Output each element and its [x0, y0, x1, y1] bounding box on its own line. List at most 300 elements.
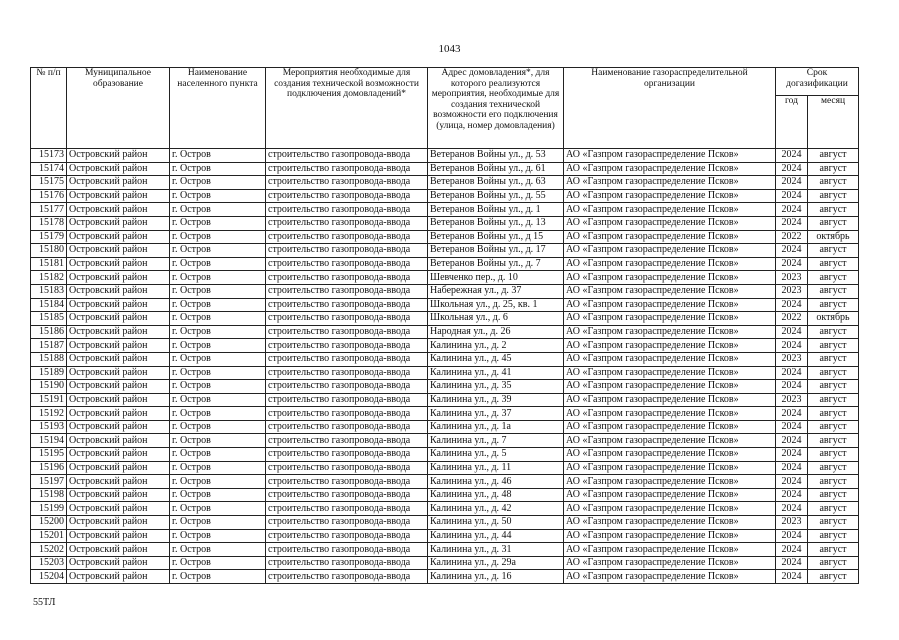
cell-number: 15176: [31, 189, 67, 203]
cell-number: 15194: [31, 434, 67, 448]
cell-address: Ветеранов Войны ул., д. 61: [428, 162, 564, 176]
cell-address: Калинина ул., д. 37: [428, 407, 564, 421]
cell-municipality: Островский район: [67, 298, 170, 312]
cell-number: 15204: [31, 570, 67, 584]
cell-settlement: г. Остров: [170, 570, 266, 584]
cell-year: 2024: [776, 380, 808, 394]
cell-number: 15200: [31, 516, 67, 530]
cell-measure: строительство газопровода-ввода: [266, 149, 428, 163]
cell-municipality: Островский район: [67, 407, 170, 421]
cell-address: Калинина ул., д. 41: [428, 366, 564, 380]
cell-month: август: [808, 257, 859, 271]
cell-year: 2024: [776, 488, 808, 502]
cell-measure: строительство газопровода-ввода: [266, 189, 428, 203]
cell-municipality: Островский район: [67, 352, 170, 366]
cell-organization: АО «Газпром газораспределение Псков»: [564, 556, 776, 570]
cell-address: Калинина ул., д. 44: [428, 529, 564, 543]
cell-month: август: [808, 352, 859, 366]
cell-organization: АО «Газпром газораспределение Псков»: [564, 325, 776, 339]
footer-code: 55ТЛ: [33, 597, 56, 608]
cell-municipality: Островский район: [67, 420, 170, 434]
cell-organization: АО «Газпром газораспределение Псков»: [564, 176, 776, 190]
cell-month: август: [808, 325, 859, 339]
cell-month: август: [808, 203, 859, 217]
cell-organization: АО «Газпром газораспределение Псков»: [564, 570, 776, 584]
cell-municipality: Островский район: [67, 244, 170, 258]
cell-address: Ветеранов Войны ул., д. 1: [428, 203, 564, 217]
cell-year: 2023: [776, 516, 808, 530]
cell-settlement: г. Остров: [170, 352, 266, 366]
cell-measure: строительство газопровода-ввода: [266, 502, 428, 516]
cell-month: август: [808, 176, 859, 190]
cell-settlement: г. Остров: [170, 203, 266, 217]
cell-year: 2024: [776, 216, 808, 230]
table-row: [31, 407, 859, 421]
cell-organization: АО «Газпром газораспределение Псков»: [564, 216, 776, 230]
cell-number: 15189: [31, 366, 67, 380]
cell-year: 2024: [776, 189, 808, 203]
cell-settlement: г. Остров: [170, 448, 266, 462]
cell-address: Калинина ул., д. 31: [428, 543, 564, 557]
cell-month: август: [808, 556, 859, 570]
cell-measure: строительство газопровода-ввода: [266, 420, 428, 434]
cell-year: 2024: [776, 257, 808, 271]
cell-month: август: [808, 189, 859, 203]
table-row: [31, 461, 859, 475]
cell-organization: АО «Газпром газораспределение Псков»: [564, 488, 776, 502]
cell-month: август: [808, 149, 859, 163]
cell-municipality: Островский район: [67, 393, 170, 407]
cell-year: 2023: [776, 271, 808, 285]
cell-address: Калинина ул., д. 39: [428, 393, 564, 407]
cell-municipality: Островский район: [67, 149, 170, 163]
table-row: [31, 475, 859, 489]
cell-number: 15181: [31, 257, 67, 271]
cell-month: август: [808, 407, 859, 421]
table-row: [31, 556, 859, 570]
cell-organization: АО «Газпром газораспределение Псков»: [564, 393, 776, 407]
cell-settlement: г. Остров: [170, 366, 266, 380]
cell-number: 15185: [31, 312, 67, 326]
cell-address: Калинина ул., д. 50: [428, 516, 564, 530]
cell-month: август: [808, 488, 859, 502]
cell-month: август: [808, 393, 859, 407]
cell-settlement: г. Остров: [170, 380, 266, 394]
cell-number: 15187: [31, 339, 67, 353]
cell-address: Школьная ул., д. 6: [428, 312, 564, 326]
cell-measure: строительство газопровода-ввода: [266, 298, 428, 312]
cell-measure: строительство газопровода-ввода: [266, 230, 428, 244]
cell-organization: АО «Газпром газораспределение Псков»: [564, 312, 776, 326]
cell-month: август: [808, 420, 859, 434]
cell-organization: АО «Газпром газораспределение Псков»: [564, 189, 776, 203]
cell-measure: строительство газопровода-ввода: [266, 257, 428, 271]
cell-organization: АО «Газпром газораспределение Псков»: [564, 475, 776, 489]
table-row: [31, 448, 859, 462]
table-row: [31, 312, 859, 326]
cell-month: август: [808, 380, 859, 394]
cell-month: август: [808, 216, 859, 230]
cell-month: август: [808, 475, 859, 489]
cell-municipality: Островский район: [67, 162, 170, 176]
header-month: месяц: [808, 96, 859, 149]
cell-month: август: [808, 543, 859, 557]
table-row: [31, 230, 859, 244]
cell-organization: АО «Газпром газораспределение Псков»: [564, 352, 776, 366]
cell-municipality: Островский район: [67, 366, 170, 380]
cell-measure: строительство газопровода-ввода: [266, 271, 428, 285]
cell-number: 15190: [31, 380, 67, 394]
cell-settlement: г. Остров: [170, 216, 266, 230]
cell-municipality: Островский район: [67, 448, 170, 462]
cell-year: 2023: [776, 393, 808, 407]
cell-number: 15183: [31, 284, 67, 298]
cell-year: 2024: [776, 366, 808, 380]
cell-month: август: [808, 284, 859, 298]
cell-municipality: Островский район: [67, 339, 170, 353]
cell-organization: АО «Газпром газораспределение Псков»: [564, 543, 776, 557]
cell-municipality: Островский район: [67, 502, 170, 516]
cell-municipality: Островский район: [67, 543, 170, 557]
table-row: [31, 271, 859, 285]
cell-number: 15203: [31, 556, 67, 570]
cell-month: август: [808, 448, 859, 462]
cell-municipality: Островский район: [67, 203, 170, 217]
header-measures: Мероприятия необходимые для создания технической возможности подключения домовладений*: [266, 68, 428, 149]
cell-month: август: [808, 529, 859, 543]
cell-organization: АО «Газпром газораспределение Псков»: [564, 380, 776, 394]
cell-measure: строительство газопровода-ввода: [266, 244, 428, 258]
cell-year: 2024: [776, 325, 808, 339]
cell-municipality: Островский район: [67, 380, 170, 394]
cell-month: октябрь: [808, 230, 859, 244]
cell-settlement: г. Остров: [170, 284, 266, 298]
cell-year: 2024: [776, 556, 808, 570]
cell-settlement: г. Остров: [170, 556, 266, 570]
header-address: Адрес домовладения*, для которого реализуются мероприятия, необходимые для создания технической возможности его подключения (улица, номер домовладения): [428, 68, 564, 149]
cell-measure: строительство газопровода-ввода: [266, 176, 428, 190]
cell-month: август: [808, 366, 859, 380]
cell-address: Ветеранов Войны ул., д. 63: [428, 176, 564, 190]
cell-organization: АО «Газпром газораспределение Псков»: [564, 529, 776, 543]
cell-organization: АО «Газпром газораспределение Псков»: [564, 407, 776, 421]
cell-address: Калинина ул., д. 16: [428, 570, 564, 584]
cell-organization: АО «Газпром газораспределение Псков»: [564, 448, 776, 462]
cell-address: Ветеранов Войны ул., д. 7: [428, 257, 564, 271]
cell-organization: АО «Газпром газораспределение Псков»: [564, 162, 776, 176]
cell-address: Ветеранов Войны ул., д. 13: [428, 216, 564, 230]
cell-address: Школьная ул., д. 25, кв. 1: [428, 298, 564, 312]
cell-settlement: г. Остров: [170, 257, 266, 271]
cell-organization: АО «Газпром газораспределение Псков»: [564, 203, 776, 217]
cell-number: 15174: [31, 162, 67, 176]
cell-address: Калинина ул., д. 2: [428, 339, 564, 353]
cell-measure: строительство газопровода-ввода: [266, 393, 428, 407]
cell-year: 2023: [776, 284, 808, 298]
cell-number: 15201: [31, 529, 67, 543]
cell-settlement: г. Остров: [170, 475, 266, 489]
header-year: год: [776, 96, 808, 149]
table-row: [31, 380, 859, 394]
cell-organization: АО «Газпром газораспределение Псков»: [564, 434, 776, 448]
cell-month: август: [808, 244, 859, 258]
cell-number: 15186: [31, 325, 67, 339]
cell-number: 15178: [31, 216, 67, 230]
cell-number: 15193: [31, 420, 67, 434]
cell-measure: строительство газопровода-ввода: [266, 162, 428, 176]
cell-month: август: [808, 339, 859, 353]
cell-measure: строительство газопровода-ввода: [266, 203, 428, 217]
cell-municipality: Островский район: [67, 176, 170, 190]
cell-month: август: [808, 461, 859, 475]
cell-month: август: [808, 271, 859, 285]
cell-number: 15173: [31, 149, 67, 163]
cell-municipality: Островский район: [67, 529, 170, 543]
cell-settlement: г. Остров: [170, 461, 266, 475]
table-row: [31, 393, 859, 407]
cell-measure: строительство газопровода-ввода: [266, 407, 428, 421]
cell-year: 2024: [776, 149, 808, 163]
cell-number: 15182: [31, 271, 67, 285]
cell-number: 15196: [31, 461, 67, 475]
cell-year: 2024: [776, 162, 808, 176]
cell-measure: строительство газопровода-ввода: [266, 434, 428, 448]
cell-measure: строительство газопровода-ввода: [266, 352, 428, 366]
cell-number: 15198: [31, 488, 67, 502]
cell-address: Калинина ул., д. 7: [428, 434, 564, 448]
cell-municipality: Островский район: [67, 556, 170, 570]
table-row: [31, 216, 859, 230]
table-row: [31, 203, 859, 217]
cell-settlement: г. Остров: [170, 407, 266, 421]
cell-year: 2024: [776, 461, 808, 475]
gasification-table: [30, 67, 859, 584]
cell-settlement: г. Остров: [170, 189, 266, 203]
table-row: [31, 366, 859, 380]
cell-year: 2024: [776, 448, 808, 462]
cell-year: 2023: [776, 352, 808, 366]
table-row: [31, 516, 859, 530]
header-number: № п/п: [31, 68, 67, 149]
cell-year: 2024: [776, 407, 808, 421]
cell-municipality: Островский район: [67, 284, 170, 298]
table-row: [31, 298, 859, 312]
cell-municipality: Островский район: [67, 434, 170, 448]
cell-number: 15202: [31, 543, 67, 557]
cell-municipality: Островский район: [67, 216, 170, 230]
cell-number: 15188: [31, 352, 67, 366]
cell-year: 2024: [776, 529, 808, 543]
cell-year: 2024: [776, 203, 808, 217]
cell-organization: АО «Газпром газораспределение Псков»: [564, 149, 776, 163]
cell-organization: АО «Газпром газораспределение Псков»: [564, 271, 776, 285]
cell-measure: строительство газопровода-ввода: [266, 543, 428, 557]
cell-number: 15191: [31, 393, 67, 407]
cell-municipality: Островский район: [67, 257, 170, 271]
cell-address: Калинина ул., д. 45: [428, 352, 564, 366]
cell-address: Калинина ул., д. 11: [428, 461, 564, 475]
cell-settlement: г. Остров: [170, 434, 266, 448]
cell-address: Калинина ул., д. 42: [428, 502, 564, 516]
cell-measure: строительство газопровода-ввода: [266, 448, 428, 462]
cell-municipality: Островский район: [67, 461, 170, 475]
cell-address: Калинина ул., д. 46: [428, 475, 564, 489]
cell-measure: строительство газопровода-ввода: [266, 366, 428, 380]
header-settlement: Наименование населенного пункта: [170, 68, 266, 149]
cell-month: август: [808, 570, 859, 584]
table-row: [31, 488, 859, 502]
cell-organization: АО «Газпром газораспределение Псков»: [564, 257, 776, 271]
cell-measure: строительство газопровода-ввода: [266, 312, 428, 326]
cell-month: август: [808, 516, 859, 530]
table-row: [31, 257, 859, 271]
table-row: [31, 529, 859, 543]
cell-municipality: Островский район: [67, 312, 170, 326]
table-row: [31, 149, 859, 163]
cell-year: 2022: [776, 230, 808, 244]
header-organization: Наименование газораспределительной организации: [564, 68, 776, 149]
cell-measure: строительство газопровода-ввода: [266, 339, 428, 353]
cell-year: 2024: [776, 298, 808, 312]
table-row: [31, 284, 859, 298]
cell-number: 15179: [31, 230, 67, 244]
cell-measure: строительство газопровода-ввода: [266, 461, 428, 475]
cell-number: 15195: [31, 448, 67, 462]
table-row: [31, 189, 859, 203]
cell-settlement: г. Остров: [170, 244, 266, 258]
cell-address: Калинина ул., д. 29а: [428, 556, 564, 570]
cell-number: 15199: [31, 502, 67, 516]
table-row: [31, 543, 859, 557]
cell-settlement: г. Остров: [170, 420, 266, 434]
cell-number: 15184: [31, 298, 67, 312]
cell-address: Калинина ул., д. 5: [428, 448, 564, 462]
cell-measure: строительство газопровода-ввода: [266, 475, 428, 489]
cell-municipality: Островский район: [67, 475, 170, 489]
cell-organization: АО «Газпром газораспределение Псков»: [564, 461, 776, 475]
cell-address: Ветеранов Войны ул., д. 53: [428, 149, 564, 163]
cell-month: август: [808, 434, 859, 448]
cell-year: 2024: [776, 543, 808, 557]
table-row: [31, 420, 859, 434]
cell-settlement: г. Остров: [170, 176, 266, 190]
cell-municipality: Островский район: [67, 516, 170, 530]
cell-address: Калинина ул., д. 1а: [428, 420, 564, 434]
cell-number: 15192: [31, 407, 67, 421]
page-number: 1043: [438, 43, 461, 55]
cell-year: 2024: [776, 176, 808, 190]
cell-number: 15180: [31, 244, 67, 258]
cell-organization: АО «Газпром газораспределение Псков»: [564, 366, 776, 380]
cell-measure: строительство газопровода-ввода: [266, 380, 428, 394]
cell-year: 2024: [776, 434, 808, 448]
cell-month: август: [808, 502, 859, 516]
table-row: [31, 339, 859, 353]
cell-settlement: г. Остров: [170, 516, 266, 530]
cell-year: 2024: [776, 502, 808, 516]
cell-year: 2024: [776, 420, 808, 434]
cell-measure: строительство газопровода-ввода: [266, 556, 428, 570]
cell-number: 15177: [31, 203, 67, 217]
cell-settlement: г. Остров: [170, 529, 266, 543]
cell-settlement: г. Остров: [170, 149, 266, 163]
table-row: [31, 434, 859, 448]
table-row: [31, 162, 859, 176]
cell-organization: АО «Газпром газораспределение Псков»: [564, 516, 776, 530]
cell-settlement: г. Остров: [170, 325, 266, 339]
cell-settlement: г. Остров: [170, 543, 266, 557]
cell-measure: строительство газопровода-ввода: [266, 488, 428, 502]
cell-year: 2024: [776, 475, 808, 489]
cell-settlement: г. Остров: [170, 271, 266, 285]
cell-municipality: Островский район: [67, 570, 170, 584]
cell-month: август: [808, 298, 859, 312]
cell-organization: АО «Газпром газораспределение Псков»: [564, 339, 776, 353]
header-term: Срок догазификации: [776, 68, 859, 96]
cell-settlement: г. Остров: [170, 502, 266, 516]
table-row: [31, 176, 859, 190]
cell-month: октябрь: [808, 312, 859, 326]
table-row: [31, 325, 859, 339]
cell-address: Набережная ул., д. 37: [428, 284, 564, 298]
cell-year: 2024: [776, 570, 808, 584]
cell-municipality: Островский район: [67, 230, 170, 244]
cell-organization: АО «Газпром газораспределение Псков»: [564, 230, 776, 244]
cell-municipality: Островский район: [67, 325, 170, 339]
cell-settlement: г. Остров: [170, 312, 266, 326]
cell-measure: строительство газопровода-ввода: [266, 529, 428, 543]
cell-municipality: Островский район: [67, 271, 170, 285]
cell-measure: строительство газопровода-ввода: [266, 325, 428, 339]
cell-organization: АО «Газпром газораспределение Псков»: [564, 244, 776, 258]
cell-number: 15175: [31, 176, 67, 190]
cell-address: Калинина ул., д. 35: [428, 380, 564, 394]
cell-settlement: г. Остров: [170, 488, 266, 502]
cell-settlement: г. Остров: [170, 393, 266, 407]
cell-measure: строительство газопровода-ввода: [266, 516, 428, 530]
cell-settlement: г. Остров: [170, 298, 266, 312]
cell-organization: АО «Газпром газораспределение Псков»: [564, 284, 776, 298]
cell-organization: АО «Газпром газораспределение Псков»: [564, 502, 776, 516]
table-row: [31, 502, 859, 516]
cell-month: август: [808, 162, 859, 176]
table-row: [31, 352, 859, 366]
cell-municipality: Островский район: [67, 488, 170, 502]
cell-municipality: Островский район: [67, 189, 170, 203]
cell-measure: строительство газопровода-ввода: [266, 284, 428, 298]
table-row: [31, 244, 859, 258]
cell-year: 2024: [776, 244, 808, 258]
cell-address: Шевченко пер., д. 10: [428, 271, 564, 285]
header-municipality: Муниципальное образование: [67, 68, 170, 149]
cell-number: 15197: [31, 475, 67, 489]
cell-settlement: г. Остров: [170, 162, 266, 176]
cell-year: 2024: [776, 339, 808, 353]
cell-address: Ветеранов Войны ул., д. 55: [428, 189, 564, 203]
cell-organization: АО «Газпром газораспределение Псков»: [564, 420, 776, 434]
cell-year: 2022: [776, 312, 808, 326]
cell-settlement: г. Остров: [170, 339, 266, 353]
cell-address: Ветеранов Войны ул., д 15: [428, 230, 564, 244]
cell-address: Ветеранов Войны ул., д. 17: [428, 244, 564, 258]
cell-address: Народная ул., д. 26: [428, 325, 564, 339]
cell-settlement: г. Остров: [170, 230, 266, 244]
cell-address: Калинина ул., д. 48: [428, 488, 564, 502]
cell-organization: АО «Газпром газораспределение Псков»: [564, 298, 776, 312]
cell-measure: строительство газопровода-ввода: [266, 216, 428, 230]
cell-measure: строительство газопровода-ввода: [266, 570, 428, 584]
table-row: [31, 570, 859, 584]
